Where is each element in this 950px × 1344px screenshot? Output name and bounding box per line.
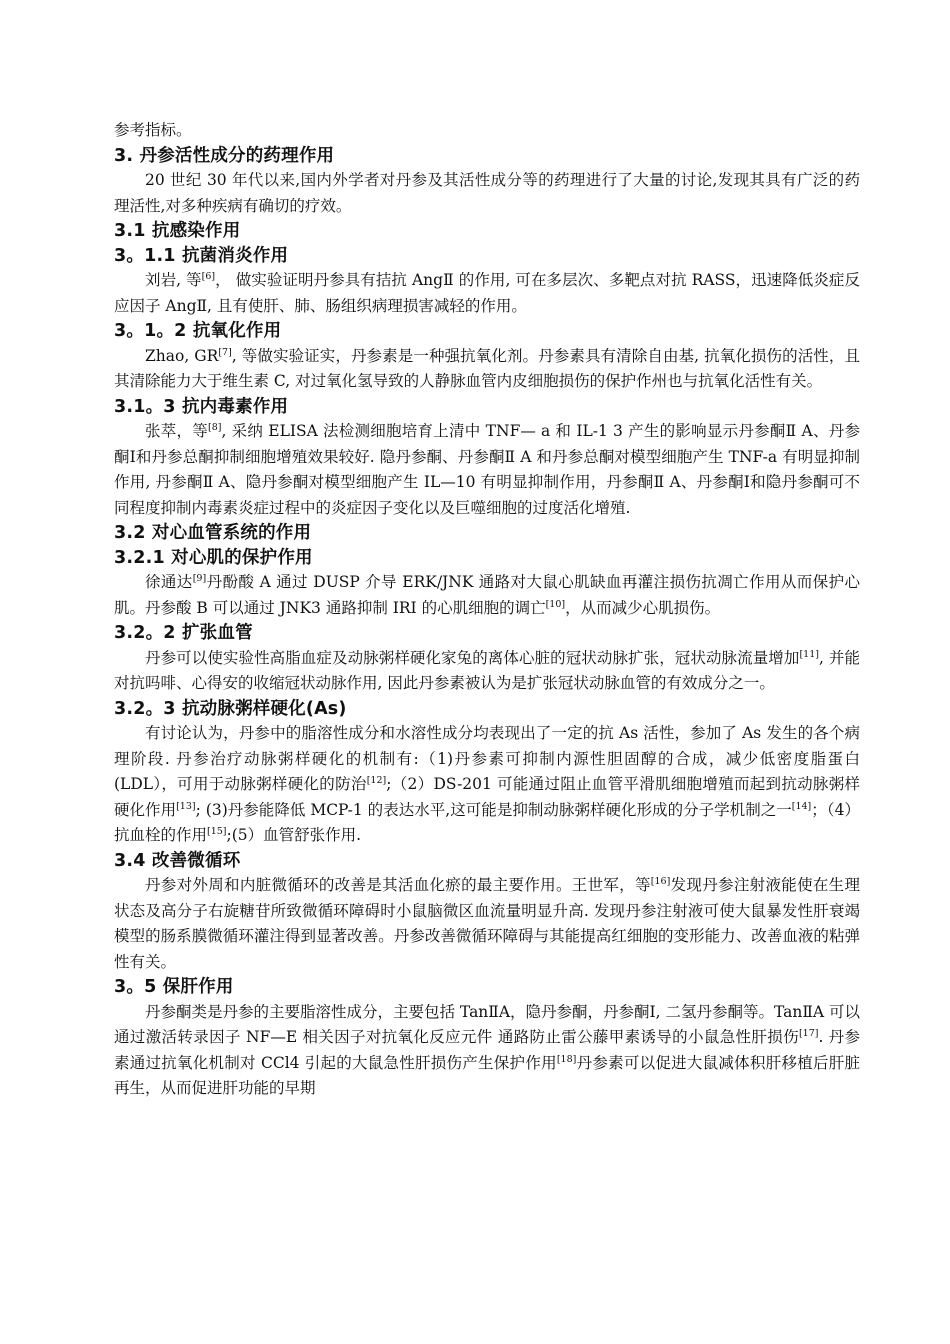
body-paragraph <box>114 419 860 521</box>
section-heading: 3.4 改善微循环 <box>114 850 241 871</box>
paragraph-text: 丹参素可以促进大鼠减体积肝移植后肝脏再生，从而促进肝功能的早期 <box>114 1053 860 1097</box>
paragraph-text: ;（2）DS-201 可能通过阻止血管平滑肌细胞增殖而起到抗动脉粥样硬化作用 <box>114 775 861 819</box>
paragraph-text: Zhao, GR <box>145 346 219 365</box>
paragraph-text: 丹参可以使实验性高脂血症及动脉粥样硬化家兔的离体心脏的冠状动脉扩张，冠状动脉流量增加 <box>145 648 800 667</box>
section-heading: 3.2.1 对心肌的保护作用 <box>114 547 313 568</box>
section-heading: 3.2 对心血管系统的作用 <box>114 523 312 543</box>
section-heading: 3.1。3 抗内毒素作用 <box>114 396 289 417</box>
body-paragraph <box>114 268 860 319</box>
paragraph-text: 刘岩, 等 <box>145 271 202 289</box>
section-heading: 3。5 保肝作用 <box>114 977 234 997</box>
section-heading: 3. 丹参活性成分的药理作用 <box>114 145 335 166</box>
section-heading: 3.2。3 抗动脉粥样硬化(As) <box>114 698 347 719</box>
citation-reference: [6] <box>201 271 216 282</box>
citation-reference: [13] <box>176 800 196 812</box>
paragraph-text: ；（4）抗血栓的作用 <box>114 800 860 844</box>
paragraph-text: 丹参对外周和内脏微循环的改善是其活血化瘀的最主要作用。王世军，等 <box>145 876 651 894</box>
citation-reference: [17] <box>798 1028 819 1039</box>
citation-reference: [16] <box>650 876 671 887</box>
section-heading: 3.2。2 扩张血管 <box>114 623 253 643</box>
body-paragraph <box>114 646 860 697</box>
body-paragraph <box>114 570 860 621</box>
body-paragraph <box>114 721 860 849</box>
paragraph-text: ;(5）血管舒张作用. <box>226 826 362 844</box>
citation-reference: [12] <box>366 775 387 786</box>
paragraph-text: 有讨论认为，丹参中的脂溶性成分和水溶性成分均表现出了一定的抗 As 活性，参加了 As 发生的各个病理阶段. 丹参治疗动脉粥样硬化的机制有:（1)丹参素可抑制内源性胆固醇的合成，减少低密度脂蛋白 (LDL），可用于动脉粥样硬化的防治 <box>114 724 860 793</box>
section-heading: 3。1。2 抗氧化作用 <box>114 321 282 341</box>
body-paragraph <box>114 118 860 144</box>
paragraph-text: , 采纳 ELISA 法检测细胞培育上清中 TNF— a 和 IL-1 3 产生的影响显示丹参酮Ⅱ A、丹参酮Ⅰ和丹参总酮抑制细胞增殖效果较好. 隐丹参酮、丹参酮Ⅱ A 和丹参总酮对模型细胞产生 TNF-a 有明显抑制作用, 丹参酮Ⅱ A、隐丹参酮对模型细胞产生 IL—10 有明显抑制作用，丹参酮Ⅱ A、丹参酮Ⅰ和隐丹参酮可不同程度抑制内毒素炎症过程中的炎症因子变化以及巨噬细胞的过度活化增殖. <box>114 422 860 517</box>
paragraph-text: 丹参酮类是丹参的主要脂溶性成分，主要包括 TanⅡA，隐丹参酮，丹参酮Ⅰ, 二氢丹参酮等。TanⅡA 可以通过激活转录因子 NF—E 相关因子对抗氧化反应元件 通路防止雷公藤甲素诱导的小鼠急性肝损伤 <box>114 1002 861 1046</box>
body-paragraph <box>114 1000 860 1102</box>
paragraph-text: . 丹参素通过抗氧化机制对 CCl4 引起的大鼠急性肝损伤产生保护作用 <box>114 1028 860 1072</box>
paragraph-text: 发现丹参注射液能使在生理状态及高分子右旋糖苷所致微循环障碍时小鼠脑微区血流量明显升高. 发现丹参注射液可使大鼠暴发性肝衰竭模型的肠系膜微循环灌注得到显著改善。丹参改善微循环障碍与其能提高红细胞的变形能力、改善血液的粘弹性有关。 <box>114 876 860 971</box>
body-paragraph <box>114 344 860 395</box>
paragraph-text: 20 世纪 30 年代以来,国内外学者对丹参及其活性成分等的药理进行了大量的讨论,发现其具有广泛的药理活性,对多种疾病有确切的疗效。 <box>114 171 860 215</box>
citation-reference: [14] <box>791 800 812 812</box>
section-heading: 3.1 抗感染作用 <box>114 221 241 241</box>
paragraph-text: 参考指标。 <box>114 121 192 139</box>
paragraph-text: 丹酚酸 A 通过 DUSP 介导 ERK/JNK 通路对大鼠心肌缺血再灌注损伤抗凋亡作用从而保护心肌。丹参酸 B 可以通过 JNK3 通路抑制 IRI 的心肌细胞的调亡 <box>114 573 860 617</box>
paragraph-text: , 等做实验证实，丹参素是一种强抗氧化剂。丹参素具有清除自由基, 抗氧化损伤的活性，且其清除能力大于维生素 C, 对过氧化氢导致的人静脉血管内皮细胞损伤的保护作州也与抗氧化活性有关。 <box>114 346 861 390</box>
section-heading: 3。1.1 抗菌消炎作用 <box>114 245 289 266</box>
body-paragraph <box>114 168 860 219</box>
paragraph-text: ，从而减少心肌损伤。 <box>565 598 721 617</box>
body-paragraph <box>114 873 860 975</box>
paragraph-text: 张萃，等 <box>145 422 209 440</box>
paragraph-text: 徐通达 <box>145 573 193 591</box>
citation-reference: [9] <box>192 573 207 584</box>
citation-reference: [15] <box>207 826 227 837</box>
citation-reference: [18] <box>556 1053 577 1065</box>
citation-reference: [7] <box>218 346 232 358</box>
citation-reference: [8] <box>208 422 222 433</box>
document-page <box>114 118 860 1102</box>
paragraph-text: ; (3)丹参能降低 MCP-1 的表达水平,这可能是抑制动脉粥样硬化形成的分子学机制之一 <box>195 800 792 819</box>
paragraph-text: , 并能对抗吗啡、心得安的收缩冠状动脉作用, 因此丹参素被认为是扩张冠状动脉血管的有效成分之一。 <box>114 648 860 692</box>
paragraph-text: ， 做实验证明丹参具有拮抗 AngⅡ 的作用, 可在多层次、多靶点对抗 RASS，迅速降低炎症反应因子 AngⅡ, 且有使肝、肺、肠组织病理损害减轻的作用。 <box>114 271 861 315</box>
citation-reference: [11] <box>799 648 819 660</box>
citation-reference: [10] <box>545 598 566 610</box>
